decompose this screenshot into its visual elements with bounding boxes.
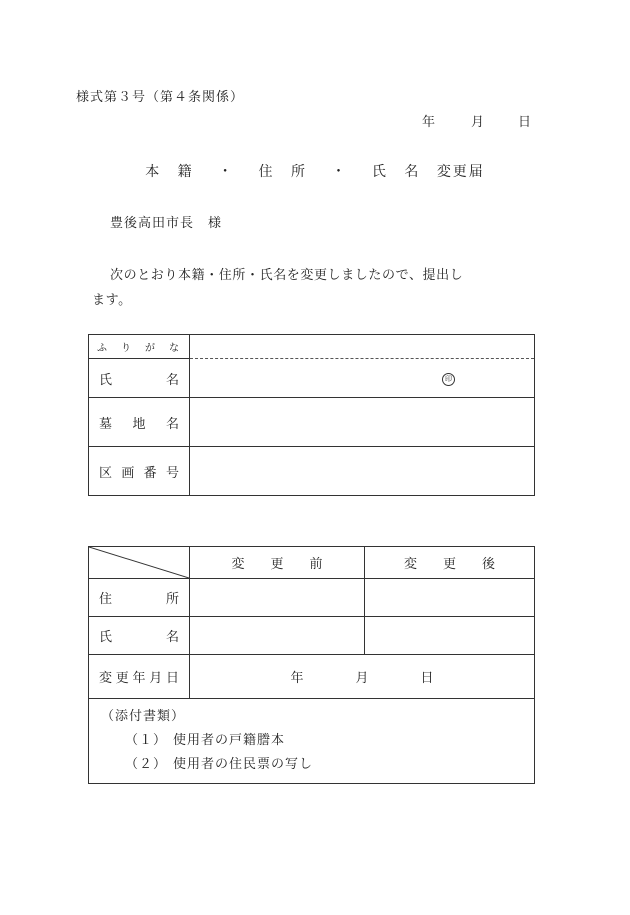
body-text-line-2: ます。 [92, 293, 132, 308]
name-after-input[interactable] [365, 617, 535, 655]
title-char: ・ [218, 164, 235, 180]
cemetery-label: 墓 地 名 [89, 398, 190, 447]
document-title [0, 161, 630, 181]
furigana-label: ふ り が な [89, 335, 190, 359]
attachments-title: （添付書類） [101, 709, 186, 724]
furigana-input[interactable] [190, 335, 535, 359]
change-date-input[interactable] [190, 655, 535, 699]
applicant-table [88, 334, 535, 496]
diagonal-header-cell [89, 547, 190, 579]
attachment-text: 使用者の戸籍謄本 [173, 733, 286, 748]
attachment-item [101, 729, 524, 753]
change-date-month: 月 [355, 671, 369, 686]
title-char: 氏 [371, 164, 388, 180]
change-header-row [89, 547, 535, 579]
address-row [89, 579, 535, 617]
change-table [88, 546, 535, 784]
title-char: 住 [258, 164, 275, 180]
title-char: ・ [331, 164, 348, 180]
attachments-row [89, 699, 535, 784]
address-before-input[interactable] [190, 579, 365, 617]
date-month-label: 月 [471, 115, 485, 130]
plot-input[interactable] [190, 447, 535, 496]
name-input[interactable] [190, 359, 535, 398]
address-after-input[interactable] [365, 579, 535, 617]
cemetery-input[interactable] [190, 398, 535, 447]
attachments-cell [89, 699, 535, 784]
change-date-year: 年 [290, 671, 304, 686]
name-row [89, 359, 535, 398]
change-date-day: 日 [420, 671, 434, 686]
change-date-row [89, 655, 535, 699]
title-char: 変更届 [436, 164, 485, 180]
address-label: 住 所 [89, 579, 190, 617]
change-name-label: 氏 名 [89, 617, 190, 655]
cemetery-row [89, 398, 535, 447]
before-change-header: 変 更 前 [190, 547, 365, 579]
body-text-line-1: 次のとおり本籍・住所・氏名を変更しましたので、提出し [110, 268, 464, 283]
name-label: 氏 名 [89, 359, 190, 398]
attachment-number: （２） [125, 757, 168, 772]
attachment-number: （１） [125, 733, 168, 748]
date-year-label: 年 [422, 115, 436, 130]
form-number: 様式第３号（第４条関係） [76, 90, 245, 105]
title-char: 本 [145, 164, 162, 180]
addressee: 豊後高田市長 様 [110, 216, 223, 231]
seal-mark: 印 [442, 373, 455, 386]
after-change-header: 変 更 後 [365, 547, 535, 579]
attachment-text: 使用者の住民票の写し [173, 757, 314, 772]
date-day-label: 日 [518, 115, 532, 130]
change-name-row [89, 617, 535, 655]
change-date-label: 変 更 年 月 日 [89, 655, 190, 699]
attachment-item [101, 753, 524, 777]
plot-label: 区 画 番 号 [89, 447, 190, 496]
title-char: 名 [404, 164, 421, 180]
furigana-row [89, 335, 535, 359]
title-char: 籍 [177, 164, 194, 180]
name-before-input[interactable] [190, 617, 365, 655]
title-char: 所 [291, 164, 307, 180]
plot-row [89, 447, 535, 496]
